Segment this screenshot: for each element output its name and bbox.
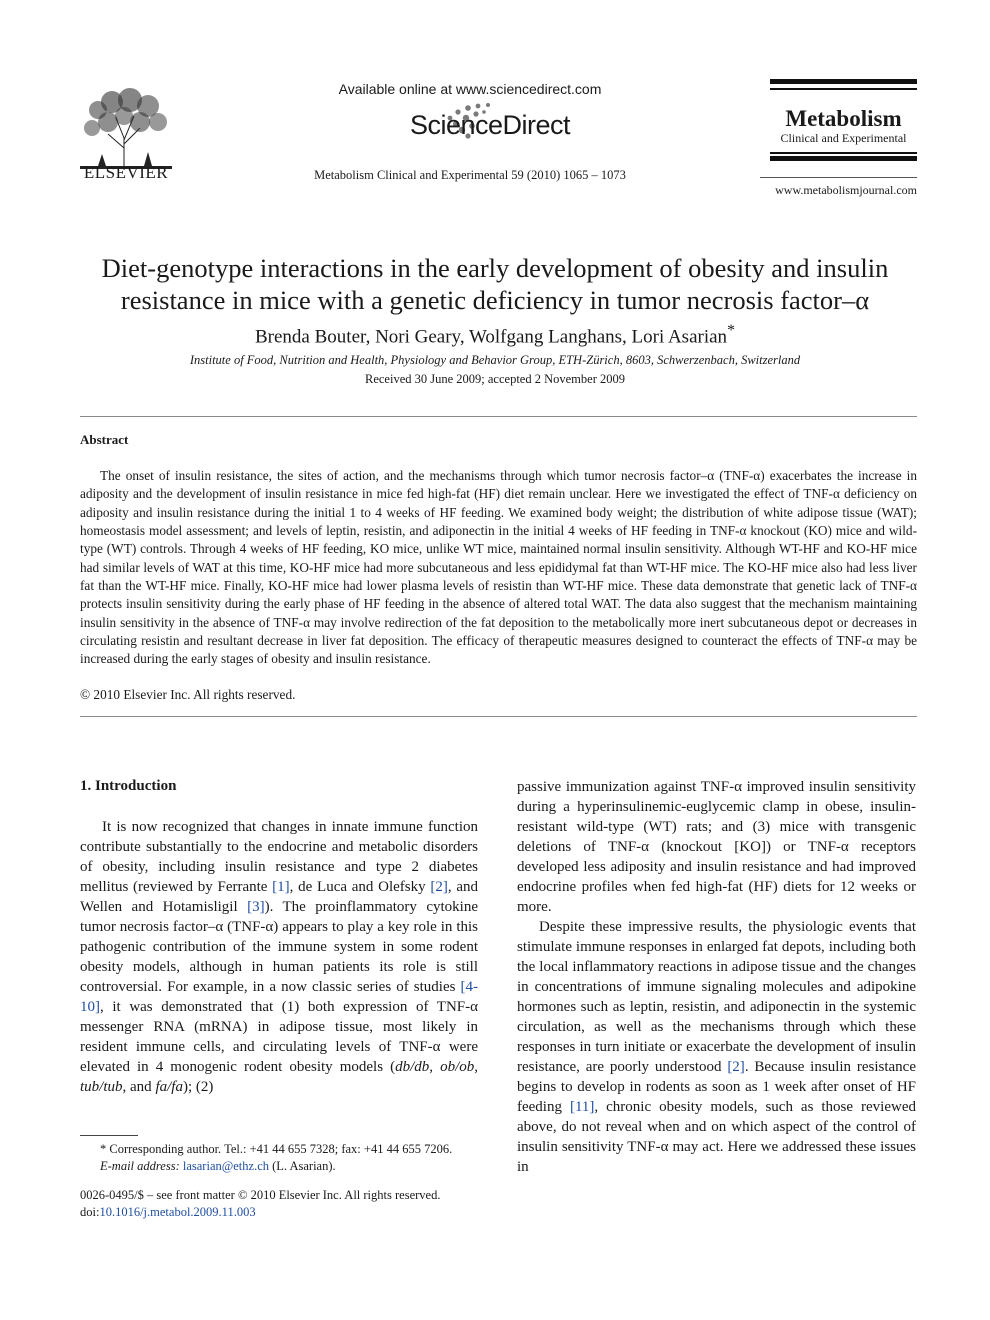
text-run: , (429, 1059, 441, 1075)
paragraph (517, 917, 916, 1177)
received-dates: Received 30 June 2009; accepted 2 November 2009 (365, 372, 625, 386)
affiliation: Institute of Food, Nutrition and Health, Physiology and Behavior Group, ETH-Zürich, 8603, Schwerzenbach, Switzerland (189, 353, 801, 367)
email-name: (L. Asarian). (269, 1159, 336, 1173)
masthead-rule (770, 79, 917, 84)
text-run: , and (122, 1079, 156, 1095)
journal-citation: Metabolism Clinical and Experimental 59 (2010) 1065 – 1073 (314, 168, 626, 182)
front-matter: 0026-0495/$ – see front matter © 2010 Elsevier Inc. All rights reserved. (80, 1188, 441, 1202)
abstract-text: The onset of insulin resistance, the sites of action, and the mechanisms through which tumor necrosis factor–α (TNF-α) exacerbates the increase in adiposity and the development of insulin resistance in mice fed high-fat (HF) diet remain unclear. Here we investigated the effect of TNF-α deficiency on adiposity and insulin resistance during the initial 1 to 4 weeks of HF feeding. We examined body weight; the distribution of white adipose tissue (WAT); homeostasis model assessment; and levels of leptin, resistin, and adiponectin in the initial 4 weeks of HF feeding in TNF-α knockout (KO) mice and wild-type (WT) controls. Through 4 weeks of HF feeding, KO mice, unlike WT mice, maintained normal insulin sensitivity. Although WT-HF and KO-HF mice had similar levels of WAT at this time, KO-HF mice had more subcutaneous and less epididymal fat than WT-HF mice. The KO-HF mice also had less liver fat than the WT-HF mice. Finally, KO-HF mice had lower plasma levels of resistin than WT-HF mice. These data demonstrate that genetic lack of TNF-α protects insulin sensitivity during the early phase of HF feeding in the absence of altered total WAT. The data also suggest that the mechanism maintaining insulin sensitivity in the absence of TNF-α may involve redirection of the fat deposition to the metabolically more inert subcutaneous depot or decreases in circulating resistin and resultant decrease in liver fat deposition. The efficacy of therapeutic measures designed to counteract the effects of TNF-α may be increased during the early stages of obesity and insulin resistance. (80, 468, 917, 667)
abstract-copyright: © 2010 Elsevier Inc. All rights reserved. (80, 687, 296, 702)
journal-name: Metabolism (785, 106, 902, 131)
citation-link[interactable]: [4-10] (80, 979, 478, 1015)
email-link[interactable]: lasarian@ethz.ch (182, 1159, 269, 1173)
text-run: Despite these impressive results, the physiologic events that stimulate immune responses in enlarged fat depots, including both the local inflammatory reactions in adipose tissue and the changes in concentrations of immune signaling molecules and adipokine hormones such as leptin, resistin, and adiponectin in the systemic circulation, as well as the mechanisms through which these responses in turn initiate or exacerbate the development of insulin resistance, are poorly understood (517, 919, 916, 1075)
masthead-rule (770, 152, 917, 154)
divider (80, 416, 917, 417)
masthead-rule (770, 88, 917, 90)
text-run: . Because insulin resistance begins to develop in rodents as soon as 1 week after onset of HF feeding (517, 1059, 916, 1115)
text-run: , chronic obesity models, such as those reviewed above, do not reveal when and on which aspect of the control of insulin sensitivity TNF-α may act. Here we addressed these issues in (517, 1099, 917, 1175)
text-run: ); (2) (182, 1079, 214, 1095)
corresponding-footnote: * Corresponding author. Tel.: +41 44 655 7328; fax: +41 44 655 7206. (100, 1142, 453, 1156)
doi-line (80, 1204, 478, 1221)
doi-link[interactable]: 10.1016/j.metabol.2009.11.003 (99, 1205, 256, 1219)
text-run: , it was demonstrated that (1) both expression of TNF-α messenger RNA (mRNA) in adipose tissue, most likely in resident immune cells, and circulating levels of TNF-α were elevated in 4 monogenic rodent obesity models ( (80, 999, 478, 1075)
text-run: , (474, 1059, 479, 1075)
abstract-heading: Abstract (80, 432, 129, 447)
paragraph: passive immunization against TNF-α improved insulin sensitivity during a hyperinsulinemic-euglycemic clamp in obese, insulin-resistant wild-type (WT) rats; and (3) mice with transgenic deletions of TNF-α (knockout [KO]) or TNF-α receptors developed less adiposity and insulin resistance and had improved endocrine profiles when fed high-fat (HF) diets for 12 weeks or more. (517, 779, 916, 915)
italic-run: tub/tub (80, 1079, 123, 1095)
doi-label: doi: (80, 1205, 100, 1219)
left-column (80, 817, 478, 1097)
author-list (70, 322, 920, 348)
available-online-text[interactable]: Available online at www.sciencedirect.com (338, 81, 602, 97)
text-run: It is now recognized that changes in innate immune function contribute substantially to the endocrine and metabolic disorders of obesity, including insulin resistance and type 2 diabetes mellitus (reviewed by Ferrante (80, 819, 478, 895)
text-run: , and Wellen and Hotamisligil (80, 879, 478, 915)
journal-subtitle: Clinical and Experimental (780, 131, 907, 145)
email-label: E-mail address: (100, 1159, 180, 1173)
footnote-rule (80, 1135, 138, 1136)
text-run: , de Luca and Olefsky (289, 879, 431, 895)
italic-run: ob/ob (440, 1059, 475, 1075)
italic-run: db/db (395, 1059, 430, 1075)
corresponding-mark[interactable]: * (727, 322, 735, 339)
article-title: Diet-genotype interactions in the early development of obesity and insulin resistance in mice with a genetic deficiency in tumor necrosis factor–α (101, 253, 889, 315)
section-heading: 1. Introduction (80, 778, 177, 794)
divider (80, 716, 917, 717)
citation-link[interactable]: [3] (247, 899, 265, 915)
authors-text: Brenda Bouter, Nori Geary, Wolfgang Langhans, Lori Asarian (255, 326, 728, 348)
text-run: ). The proinflammatory cytokine tumor necrosis factor–α (TNF-α) appears to play a key role in this pathogenic contribution of the immune system in some rodent obesity models, although in human patients its role is still controversial. For example, in a now classic series of studies (80, 899, 478, 995)
email-footnote (80, 1158, 478, 1175)
url-rule (760, 177, 917, 178)
citation-link[interactable]: [2] (727, 1059, 745, 1075)
journal-url[interactable]: www.metabolismjournal.com (775, 183, 917, 197)
paragraph (80, 817, 478, 1097)
publisher-name: ELSEVIER (83, 163, 169, 182)
sciencedirect-wordmark[interactable]: ScienceDirect (410, 110, 571, 140)
masthead-rule (770, 156, 917, 161)
citation-link[interactable]: [1] (272, 879, 290, 895)
citation-link[interactable]: [2] (430, 879, 448, 895)
right-column (517, 777, 916, 1177)
italic-run: fa/fa (155, 1079, 183, 1095)
citation-link[interactable]: [11] (569, 1099, 595, 1115)
